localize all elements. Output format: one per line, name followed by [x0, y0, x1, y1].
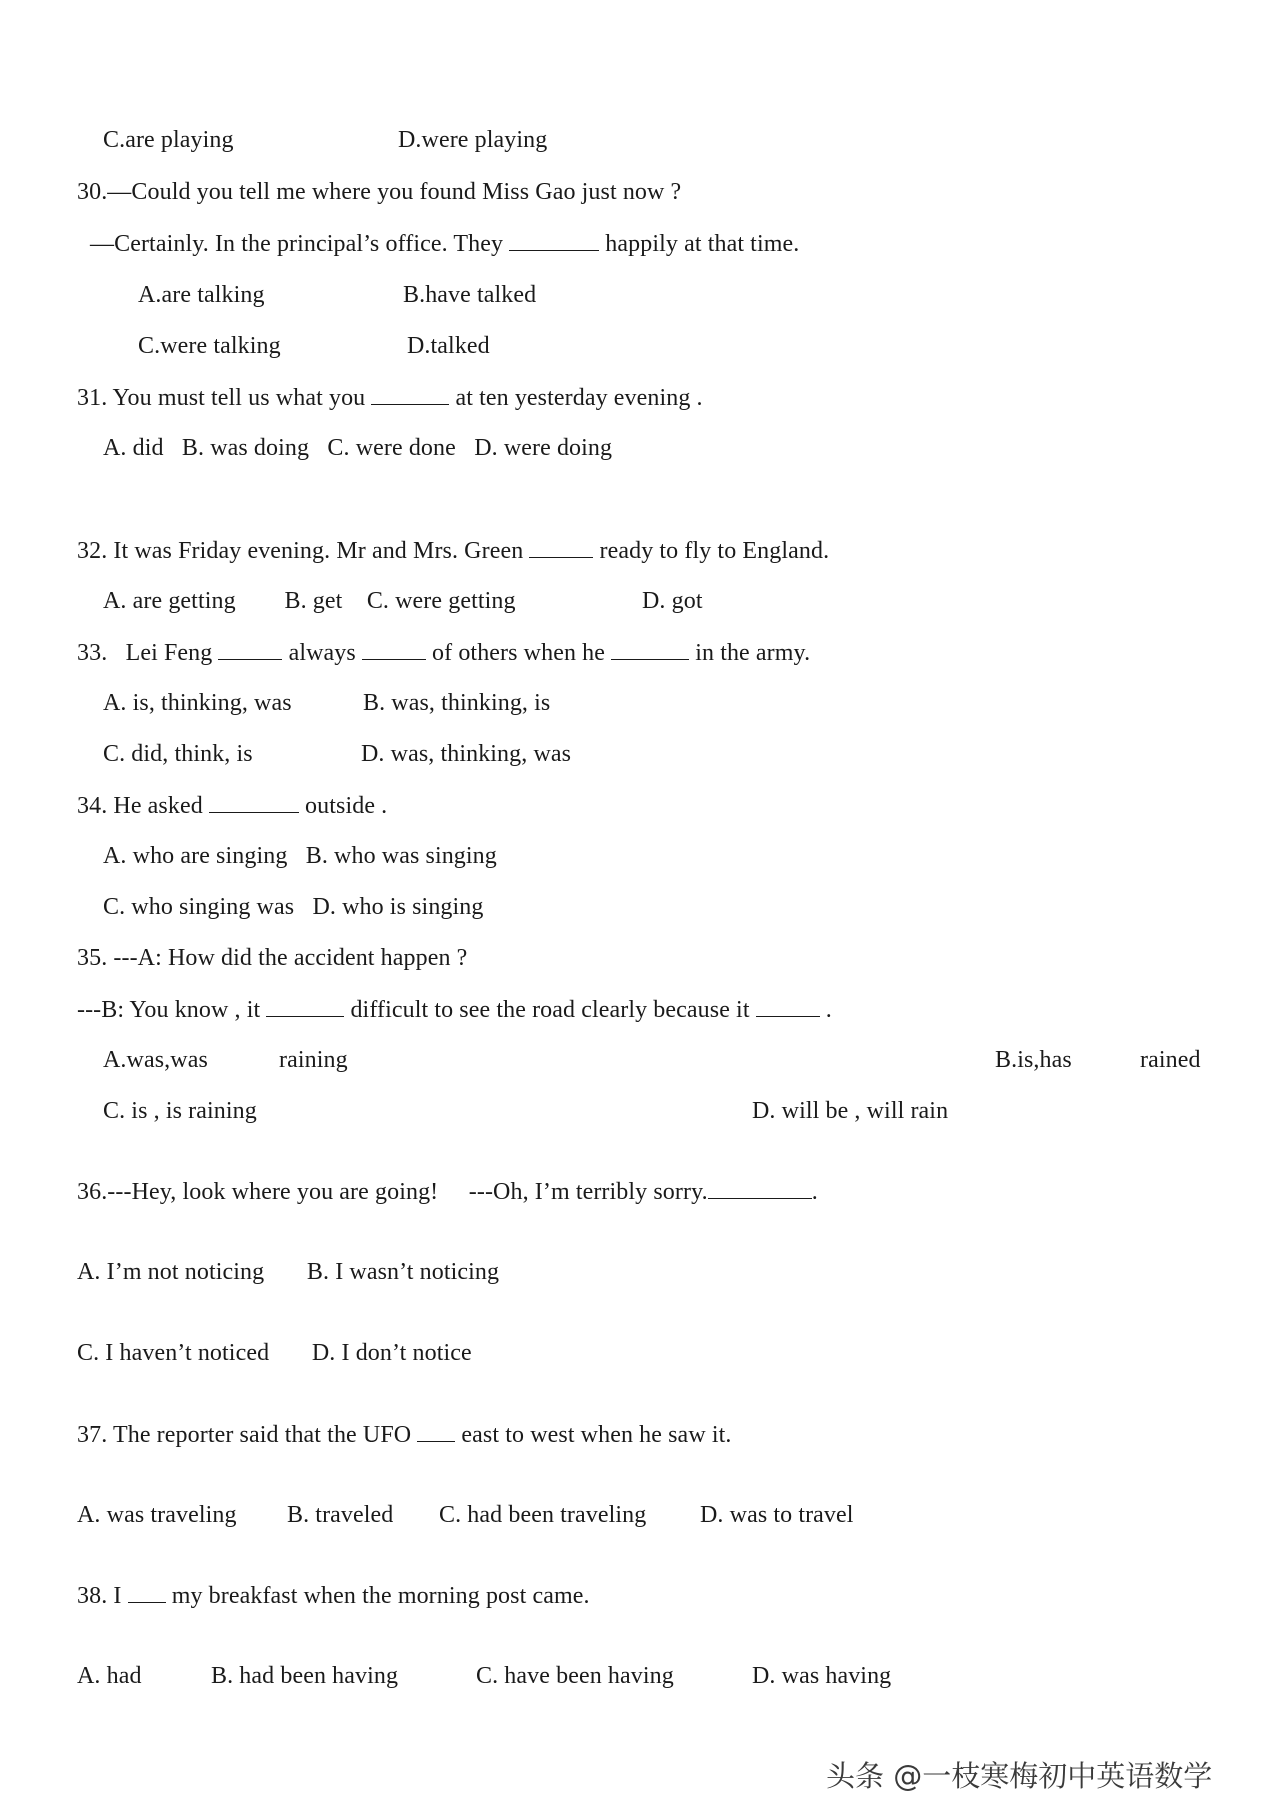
option-b: B.have talked [403, 282, 537, 308]
option-d: D.were playing [398, 127, 548, 153]
option-b: B. was, thinking, is [363, 690, 551, 716]
question-34-stem: 34. He asked outside . [77, 790, 387, 821]
option-a-part2: raining [279, 1047, 348, 1073]
answer-blank [529, 535, 593, 558]
option-c: C. have been having [476, 1663, 674, 1689]
option-c: C. had been traveling [439, 1502, 647, 1528]
option-c: C. did, think, is [103, 741, 253, 767]
option-a: A. was traveling [77, 1502, 237, 1528]
option-d: D. was to travel [700, 1502, 854, 1528]
watermark-text: 头条 @一枝寒梅初中英语数学 [826, 1759, 1213, 1793]
answer-blank [371, 382, 449, 405]
answer-blank [209, 790, 299, 813]
option-b-part1: B.is,has [995, 1047, 1072, 1073]
option-d: D. will be , will rain [752, 1098, 949, 1124]
answer-blank [266, 994, 344, 1017]
question-30-reply: —Certainly. In the principal’s office. They happily at that time. [90, 228, 799, 259]
question-35-stem: 35. ---A: How did the accident happen ? [77, 945, 468, 971]
question-34-options-ab: A. who are singing B. who was singing [103, 843, 497, 869]
option-b: B. had been having [211, 1663, 399, 1689]
question-37-stem: 37. The reporter said that the UFO east to west when he saw it. [77, 1419, 731, 1450]
question-30-stem: 30.—Could you tell me where you found Miss Gao just now ? [77, 179, 682, 205]
question-34-options-cd: C. who singing was D. who is singing [103, 894, 484, 920]
question-32-options-abc: A. are getting B. get C. were getting [103, 588, 516, 614]
question-32-stem: 32. It was Friday evening. Mr and Mrs. Green ready to fly to England. [77, 535, 829, 566]
option-d: D. was, thinking, was [361, 741, 572, 767]
question-31-stem: 31. You must tell us what you at ten yesterday evening . [77, 382, 703, 413]
question-36-stem: 36.---Hey, look where you are going! ---Oh, I’m terribly sorry. . [77, 1176, 818, 1207]
answer-blank [362, 637, 426, 660]
question-36-options-cd: C. I haven’t noticed D. I don’t notice [77, 1340, 472, 1366]
option-a: A. had [77, 1663, 142, 1689]
answer-blank [509, 228, 599, 251]
question-31-options: A. did B. was doing C. were done D. were doing [103, 435, 613, 461]
answer-blank [708, 1176, 812, 1199]
question-38-stem: 38. I my breakfast when the morning post came. [77, 1580, 590, 1611]
answer-blank [128, 1580, 166, 1603]
option-c: C.are playing [103, 127, 234, 153]
answer-blank [417, 1419, 455, 1442]
answer-blank [756, 994, 820, 1017]
answer-blank [218, 637, 282, 660]
question-35-reply: ---B: You know , it difficult to see the road clearly because it . [77, 994, 832, 1025]
option-d: D. got [642, 588, 703, 614]
option-d: D. was having [752, 1663, 892, 1689]
option-b-part2: rained [1140, 1047, 1201, 1073]
option-d: D.talked [407, 333, 490, 359]
option-a: A. is, thinking, was [103, 690, 292, 716]
option-c: C.were talking [138, 333, 281, 359]
option-a: A.are talking [138, 282, 265, 308]
question-36-options-ab: A. I’m not noticing B. I wasn’t noticing [77, 1259, 500, 1285]
answer-blank [611, 637, 689, 660]
option-a-part1: A.was,was [103, 1047, 208, 1073]
question-33-stem: 33. Lei Feng always of others when he in the army. [77, 637, 810, 668]
option-b: B. traveled [287, 1502, 394, 1528]
option-c: C. is , is raining [103, 1098, 257, 1124]
